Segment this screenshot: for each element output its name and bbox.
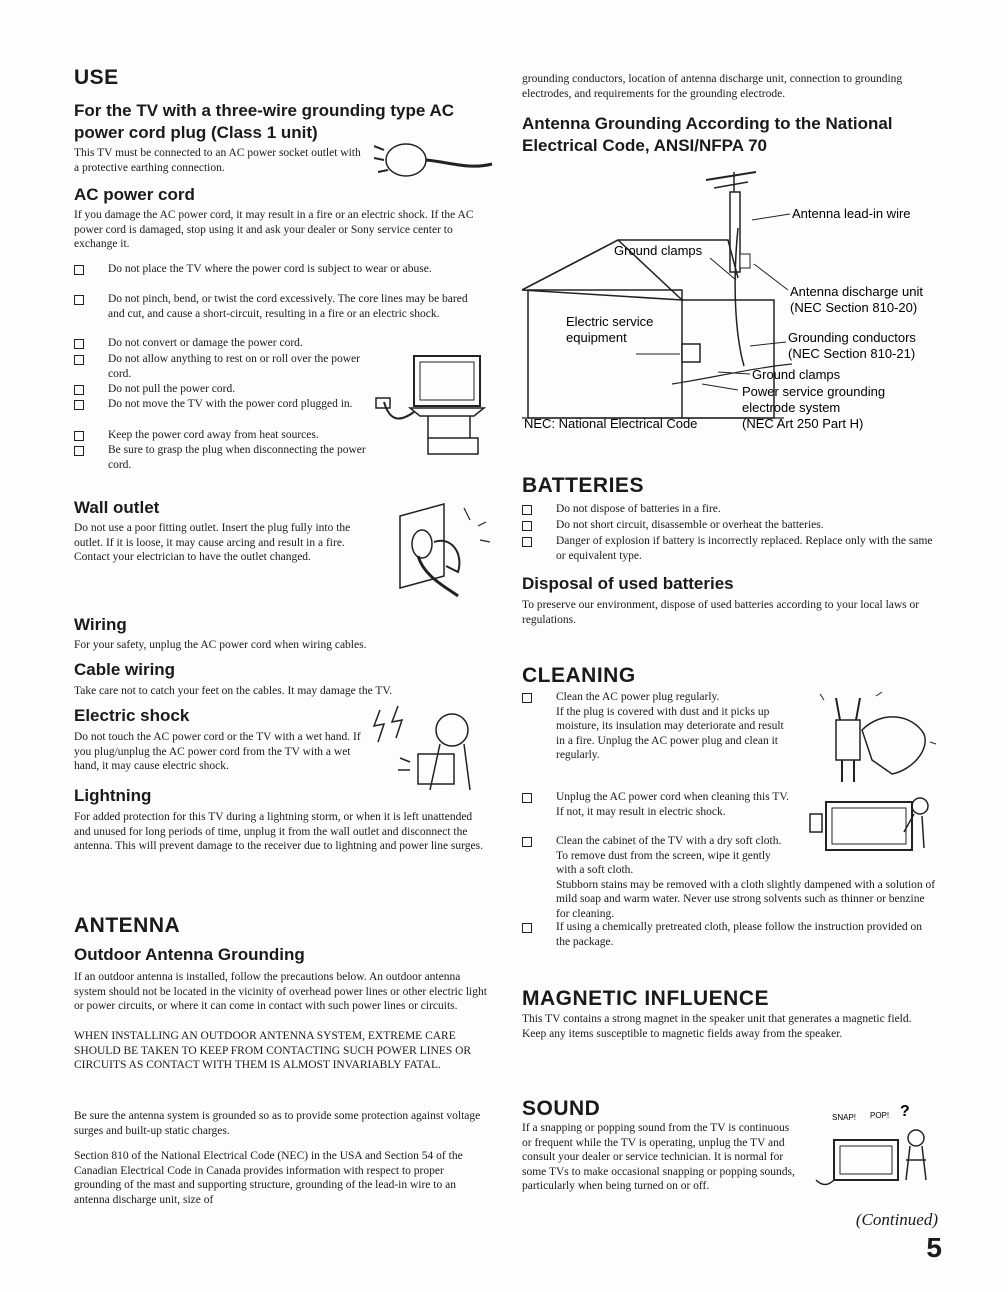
continued-label: (Continued) [855, 1210, 938, 1229]
label-nec-art: (NEC Art 250 Part H) [742, 416, 864, 431]
battery-item: Do not short circuit, disassemble or overheat the batteries. [522, 518, 938, 533]
antenna-grounding-diagram [522, 168, 942, 434]
ac-cord-item: Do not move the TV with the power cord plugged in. [74, 397, 374, 412]
label-nec: NEC: National Electrical Code [524, 416, 698, 431]
cable-heading: Cable wiring [74, 660, 176, 679]
ac-cord-item: Do not allow anything to rest on or roll over the power cord. [74, 352, 374, 381]
sound-illustration [814, 1100, 938, 1196]
battery-item: Do not dispose of batteries in a fire. [522, 502, 938, 517]
label-grounding-conductors: Grounding conductors [788, 330, 916, 345]
ac-cord-heading: AC power cord [74, 185, 195, 204]
label-electrode-system: electrode system [742, 400, 841, 415]
checkbox-icon [522, 923, 532, 933]
wall-outlet-illustration [394, 496, 494, 608]
cleaning-item: Clean the AC power plug regularly. If the plug is covered with dust and it picks up moisture, its insulation may deteriorate and result in a fire. Unplug the AC power plug and clean it regularly. [522, 690, 792, 763]
disposal-text: To preserve our environment, dispose of used batteries according to your local laws or regulations. [522, 599, 920, 626]
label-lead-in: Antenna lead-in wire [792, 206, 911, 221]
ac-cord-item: Do not place the TV where the power cord is subject to wear or abuse. [74, 262, 474, 277]
tv-cord-illustration [370, 352, 494, 462]
lightning-text: For added protection for this TV during a lightning storm, or when it is left unattended and unused for long periods of time, unplug it from the wall outlet and disconnect the antenna. This will prevent damage to the receiver due to lightning and power line surges. [74, 811, 483, 852]
cable-text: Take care not to catch your feet on the cables. It may damage the TV. [74, 685, 393, 697]
pop-text: POP! [870, 1111, 890, 1120]
checkbox-icon [74, 265, 84, 275]
label-equipment: equipment [566, 330, 627, 345]
label-discharge-section: (NEC Section 810-20) [790, 300, 918, 315]
antenna-continued-text: grounding conductors, location of antenna discharge unit, connection to grounding electrodes, and requirements for the grounding electrode. [522, 73, 903, 100]
label-electric-service: Electric service [566, 314, 654, 329]
lightning-heading: Lightning [74, 786, 152, 805]
label-ground-clamps-bottom: Ground clamps [752, 367, 841, 382]
three-wire-text: This TV must be connected to an AC power socket outlet with a protective earthing connection. [74, 147, 361, 174]
wiring-heading: Wiring [74, 615, 127, 634]
checkbox-icon [74, 431, 84, 441]
checkbox-icon [74, 446, 84, 456]
question-mark: ? [900, 1103, 910, 1120]
use-heading: USE [74, 66, 119, 89]
ac-cord-item: Do not pull the power cord. [74, 382, 374, 397]
checkbox-icon [522, 837, 532, 847]
sound-text: If a snapping or popping sound from the TV is continuous or frequent while the TV is operating, unplug the TV and consult your dealer or service technician. It is normal for some TVs to make occasional snapping or popping sounds, particularly when being turned on or off. [522, 1122, 795, 1192]
cleaning-item: If using a chemically pretreated cloth, please follow the instruction provided on the package. [522, 920, 938, 949]
ac-cord-text: If you damage the AC power cord, it may result in a fire or an electric shock. If the AC power cord is damaged, stop using it and ask your dealer or Sony service center to exchange it. [74, 209, 474, 250]
label-power-grounding: Power service grounding [742, 384, 886, 399]
outdoor-text-1: If an outdoor antenna is installed, follow the precautions below. An outdoor antenna system should not be located in the vicinity of overhead power lines or other electric light or power circuits, or where it can come in contact with such power lines or circuits. [74, 971, 487, 1012]
tv-cleaning-illustration [806, 792, 936, 862]
label-ground-clamps-top: Ground clamps [614, 243, 703, 258]
wall-outlet-text: Do not use a poor fitting outlet. Insert the plug fully into the outlet. If it is loose, it may cause arcing and result in a fire. Contact your electrician to have the outlet changed. [74, 522, 351, 563]
checkbox-icon [74, 355, 84, 365]
checkbox-icon [74, 339, 84, 349]
checkbox-icon [522, 793, 532, 803]
page-number: 5 [926, 1232, 942, 1263]
cleaning-item: Clean the cabinet of the TV with a dry soft cloth. To remove dust from the screen, wipe it gently with a soft cloth. Stubborn stains may be removed with a cloth slightly dampened with a solution of mild soap and warm water. Never use strong solvents such as thinner or benzine for cleaning. [522, 834, 938, 921]
label-discharge-unit: Antenna discharge unit [790, 284, 923, 299]
outdoor-text-4: Section 810 of the National Electrical Code (NEC) in the USA and Section 54 of the Canadian Electrical Code in Canada provides information with respect to proper grounding of the mast and supporting structure, grounding of the lead-in wire to an antenna discharge unit, size of [74, 1150, 463, 1206]
ac-cord-item: Be sure to grasp the plug when disconnecting the power cord. [74, 443, 374, 472]
ac-cord-item: Keep the power cord away from heat sources. [74, 428, 374, 443]
magnetic-text: This TV contains a strong magnet in the speaker unit that generates a magnetic field. Keep any items susceptible to magnetic fields away from the speaker. [522, 1013, 912, 1040]
outdoor-text-3: Be sure the antenna system is grounded so as to provide some protection against voltage surges and built-up static charges. [74, 1110, 481, 1137]
shock-heading: Electric shock [74, 706, 190, 725]
snap-text: SNAP! [832, 1113, 857, 1122]
battery-item: Danger of explosion if battery is incorrectly replaced. Replace only with the same or equivalent type. [522, 534, 938, 563]
outdoor-text-2: WHEN INSTALLING AN OUTDOOR ANTENNA SYSTEM, EXTREME CARE SHOULD BE TAKEN TO KEEP FROM CONTACTING SUCH POWER LINES OR CIRCUITS AS CONTACT WITH THEM IS ALMOST INVARIABLY FATAL. [74, 1030, 472, 1071]
label-grounding-section: (NEC Section 810-21) [788, 346, 916, 361]
cleaning-heading: CLEANING [522, 664, 636, 687]
ac-cord-item: Do not pinch, bend, or twist the cord excessively. The core lines may be bared and cut, and cause a short-circuit, resulting in a fire or an electric shock. [74, 292, 474, 321]
checkbox-icon [74, 400, 84, 410]
wiring-text: For your safety, unplug the AC power cord when wiring cables. [74, 639, 367, 651]
wall-outlet-heading: Wall outlet [74, 498, 160, 517]
electric-shock-illustration [370, 700, 494, 800]
ac-cord-item: Do not convert or damage the power cord. [74, 336, 394, 351]
sound-heading: SOUND [522, 1097, 601, 1120]
checkbox-icon [522, 521, 532, 531]
outdoor-heading: Outdoor Antenna Grounding [74, 945, 305, 964]
antenna-heading: ANTENNA [74, 914, 181, 937]
checkbox-icon [74, 385, 84, 395]
three-wire-heading: For the TV with a three-wire grounding type AC power cord plug (Class 1 unit) [74, 101, 454, 142]
disposal-heading: Disposal of used batteries [522, 574, 734, 593]
nec-heading: Antenna Grounding According to the National Electrical Code, ANSI/NFPA 70 [522, 114, 893, 155]
shock-text: Do not touch the AC power cord or the TV with a wet hand. If you plug/unplug the AC power cord from the TV with a wet hand, it may cause electric shock. [74, 731, 361, 772]
batteries-heading: BATTERIES [522, 474, 644, 497]
plug-cleaning-illustration [812, 690, 940, 790]
cleaning-item: Unplug the AC power cord when cleaning this TV. If not, it may result in electric shock. [522, 790, 792, 819]
magnetic-heading: MAGNETIC INFLUENCE [522, 987, 769, 1010]
checkbox-icon [74, 295, 84, 305]
checkbox-icon [522, 693, 532, 703]
checkbox-icon [522, 537, 532, 547]
checkbox-icon [522, 505, 532, 515]
plug-illustration [374, 136, 494, 186]
